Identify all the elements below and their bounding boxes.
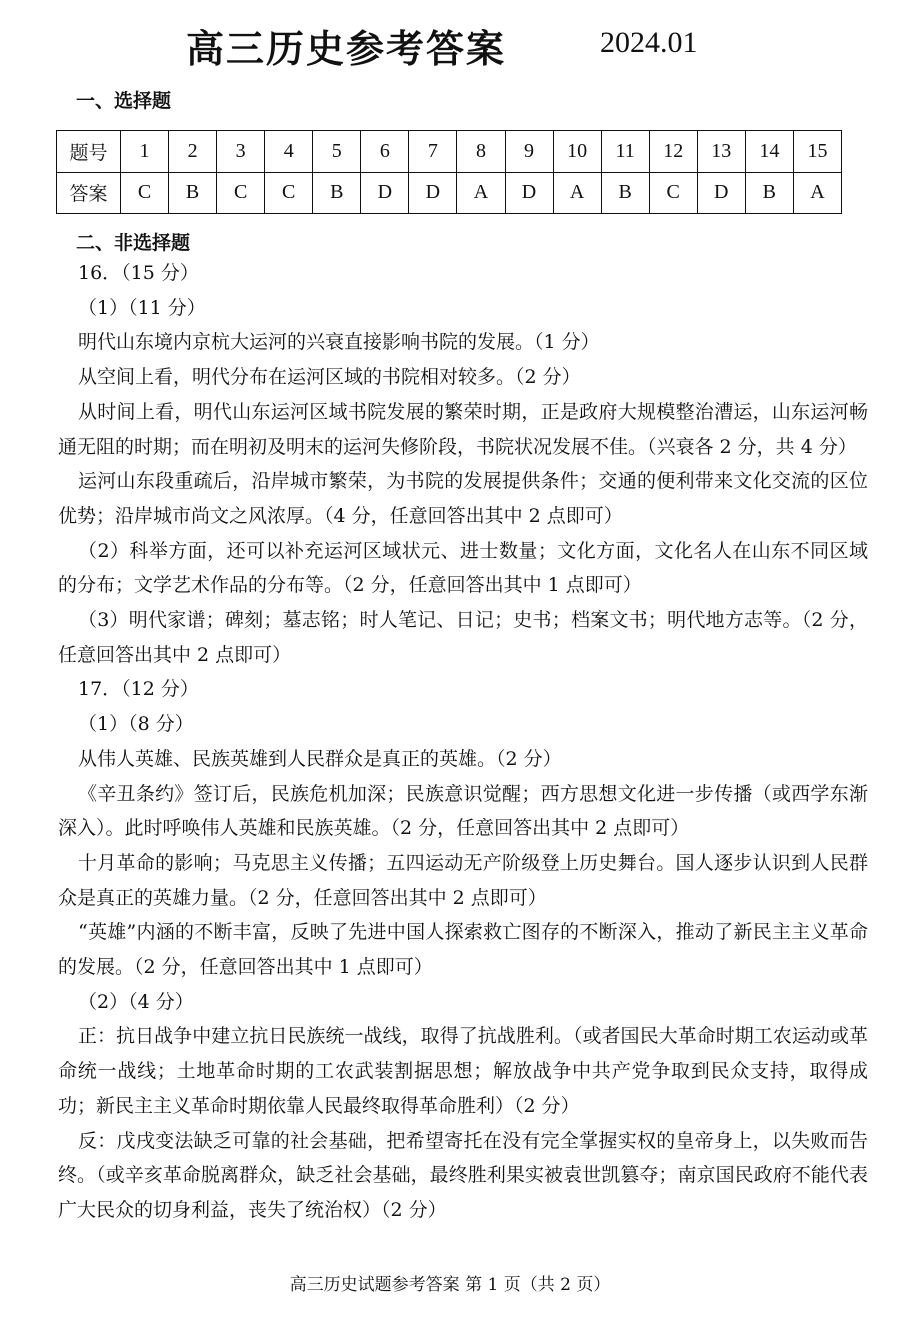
question-number: 14: [745, 131, 793, 173]
answer-cell: B: [169, 172, 217, 214]
page-date: 2024.01: [600, 26, 698, 59]
answer-paragraph: （3）明代家谱；碑刻；墓志铭；时人笔记、日记；史书；档案文书；明代地方志等。（2 分，任意回答出其中 2 点即可）: [58, 609, 869, 666]
answer-cell: B: [313, 172, 361, 214]
answer-cell: D: [361, 172, 409, 214]
page-title: 高三历史参考答案: [186, 26, 507, 71]
question-number: 6: [361, 131, 409, 173]
answer-paragraph: 正：抗日战争中建立抗日民族统一战线，取得了抗战胜利。（或者国民大革命时期工农运动或革命统一战线；土地革命时期的工农武装割据思想；解放战争中共产党争取到民众支持，取得成功；新民主主义革命时期依靠人民最终取得革命胜利）（2 分）: [58, 1025, 868, 1117]
question-heading: 17．（12 分）: [78, 678, 199, 701]
question-number: 3: [217, 131, 265, 173]
question-number: 11: [601, 131, 649, 173]
row-label: 答案: [57, 172, 121, 214]
answer-cell: C: [265, 172, 313, 214]
answer-cell: B: [745, 172, 793, 214]
answer-paragraph: 《辛丑条约》签订后，民族危机加深；民族意识觉醒；西方思想文化进一步传播（或西学东渐深入）。此时呼唤伟人英雄和民族英雄。（2 分，任意回答出其中 2 点即可）: [58, 782, 868, 840]
answer-cell: A: [553, 172, 601, 214]
question-number: 7: [409, 131, 457, 173]
question-number: 2: [169, 131, 217, 173]
question-number: 15: [793, 131, 841, 173]
answer-paragraph: 十月革命的影响；马克思主义传播；五四运动无产阶级登上历史舞台。国人逐步认识到人民群众是真正的英雄力量。（2 分，任意回答出其中 2 点即可）: [58, 851, 868, 909]
answer-cell: C: [121, 172, 169, 214]
answer-cell: D: [505, 172, 553, 214]
row-label: 题号: [57, 131, 121, 173]
answer-cell: D: [409, 172, 457, 214]
question-number: 10: [553, 131, 601, 173]
answer-row: [57, 172, 842, 214]
answer-paragraph: 明代山东境内京杭大运河的兴衰直接影响书院的发展。（1 分）: [78, 331, 600, 354]
answer-cell: D: [697, 172, 745, 214]
answer-paragraph: 反：戊戌变法缺乏可靠的社会基础，把希望寄托在没有完全掌握实权的皇帝身上，以失败而告终。（或辛亥革命脱离群众，缺乏社会基础，最终胜利果实被袁世凯篡夺；南京国民政府不能代表广大民众的切身利益，丧失了统治权）（2 分）: [58, 1129, 868, 1221]
question-number: 1: [121, 131, 169, 173]
subquestion-heading: （1）（11 分）: [78, 296, 206, 319]
subquestion-heading: （1）（8 分）: [78, 713, 194, 736]
subquestion-heading: （2）（4 分）: [78, 990, 194, 1013]
answer-paragraph: （2）科举方面，还可以补充运河区域状元、进士数量；文化方面，文化名人在山东不同区域的分布；文学艺术作品的分布等。（2 分，任意回答出其中 1 点即可）: [58, 539, 868, 597]
answer-paragraph: 运河山东段重疏后，沿岸城市繁荣，为书院的发展提供条件；交通的便利带来文化交流的区位优势；沿岸城市尚文之风浓厚。（4 分，任意回答出其中 2 点即可）: [58, 470, 868, 527]
question-number: 9: [505, 131, 553, 173]
answer-paragraph: 从时间上看，明代山东运河区域书院发展的繁荣时期，正是政府大规模整治漕运，山东运河畅通无阻的时期；而在明初及明末的运河失修阶段，书院状况发展不佳。（兴衰各 2 分，共 4 分）: [58, 400, 868, 458]
answer-cell: C: [649, 172, 697, 214]
answer-cell: A: [793, 172, 841, 214]
answer-paragraph: 从空间上看，明代分布在运河区域的书院相对较多。（2 分）: [78, 366, 581, 389]
answer-body: [58, 256, 869, 1228]
question-number: 12: [649, 131, 697, 173]
answer-cell: A: [457, 172, 505, 214]
answer-cell: B: [601, 172, 649, 214]
answer-cell: C: [217, 172, 265, 214]
answer-table: [56, 130, 842, 214]
section-heading-choice: 一、选择题: [76, 90, 172, 112]
answer-paragraph: 从伟人英雄、民族英雄到人民群众是真正的英雄。（2 分）: [78, 747, 562, 770]
question-number-row: [57, 131, 842, 173]
section-heading-nonchoice: 二、非选择题: [76, 232, 191, 254]
question-number: 8: [457, 131, 505, 173]
question-number: 13: [697, 131, 745, 173]
question-number: 4: [265, 131, 313, 173]
question-number: 5: [313, 131, 361, 173]
page-footer: 高三历史试题参考答案 第 1 页（共 2 页）: [289, 1275, 611, 1295]
answer-paragraph: “英雄”内涵的不断丰富，反映了先进中国人探索救亡图存的不断深入，推动了新民主主义革命的发展。（2 分，任意回答出其中 1 点即可）: [58, 921, 868, 979]
question-heading: 16．（15 分）: [78, 262, 199, 284]
